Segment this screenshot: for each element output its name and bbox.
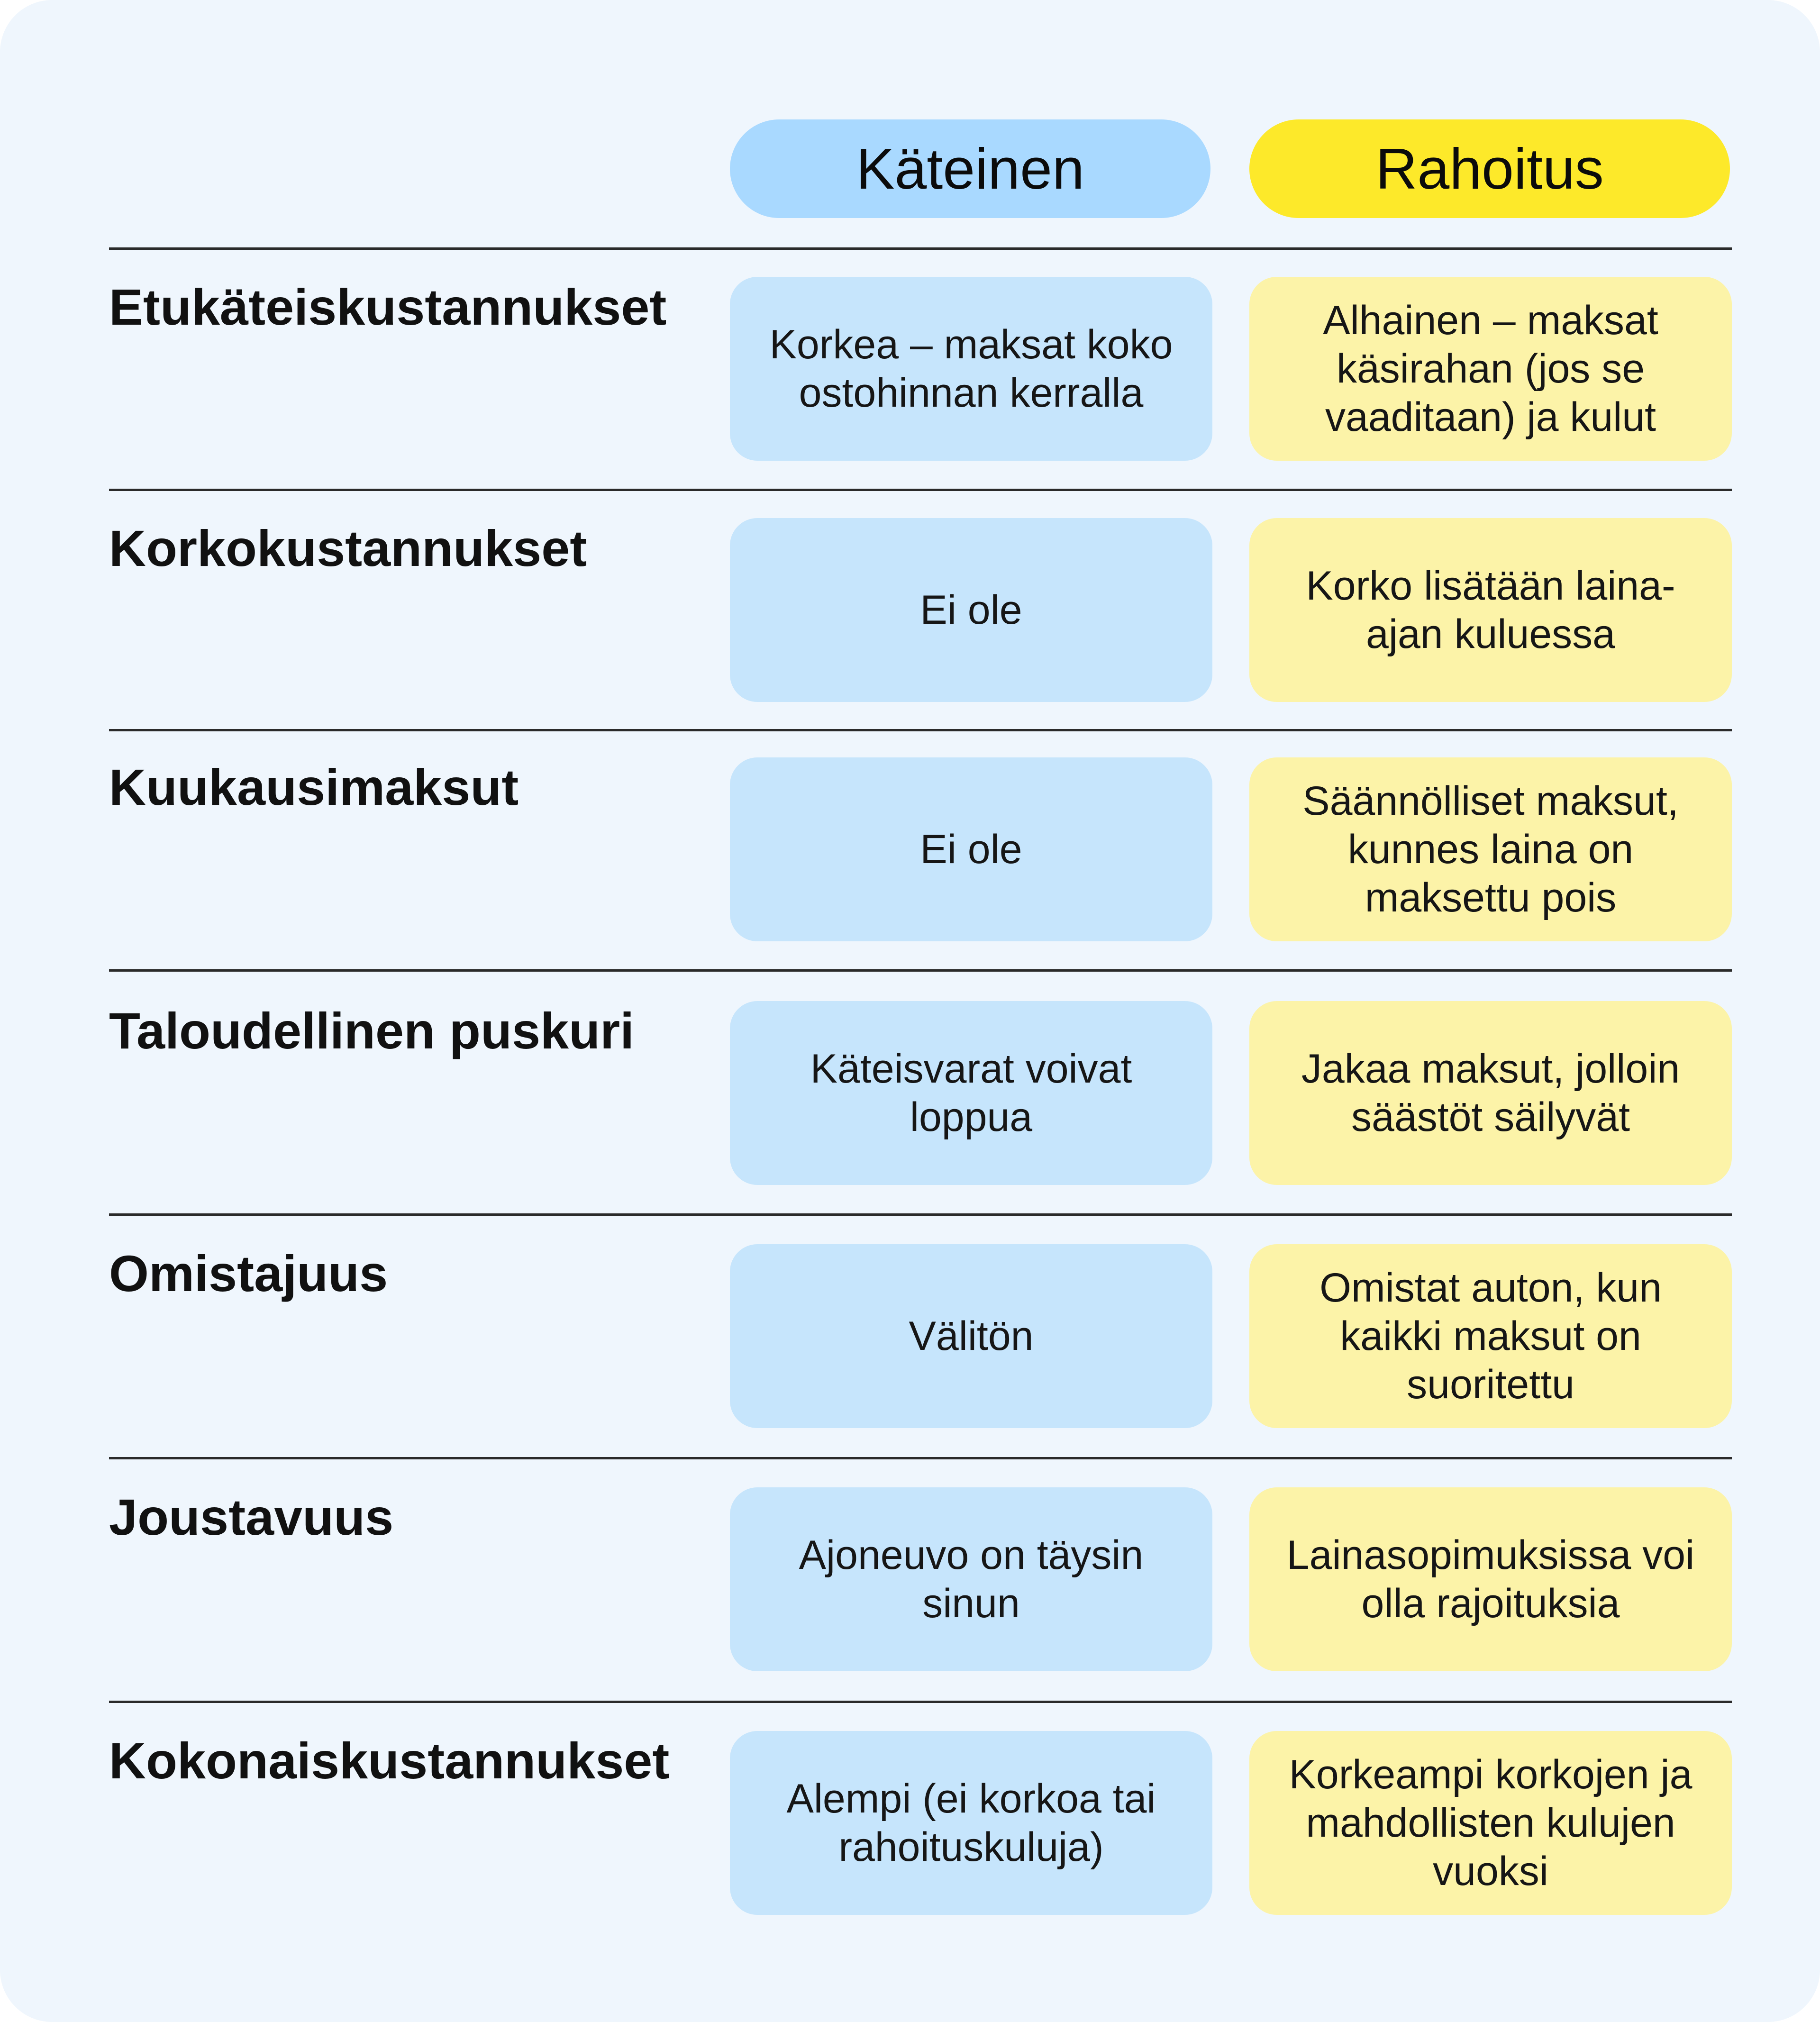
cash-cell: Korkea – maksat koko ostohinnan kerralla (730, 277, 1212, 461)
column-header-cash: Käteinen (730, 119, 1210, 218)
cash-cell: Välitön (730, 1244, 1212, 1428)
finance-cell: Alhainen – maksat käsirahan (jos se vaaditaan) ja kulut (1249, 277, 1732, 461)
cash-cell: Ei ole (730, 757, 1212, 941)
row-divider (109, 1701, 1732, 1703)
finance-cell: Omistat auton, kun kaikki maksut on suoritettu (1249, 1244, 1732, 1428)
row-divider (109, 1213, 1732, 1216)
column-header-finance: Rahoitus (1249, 119, 1730, 218)
row-divider (109, 729, 1732, 731)
row-label: Etukäteiskustannukset (109, 278, 667, 336)
row-divider (109, 247, 1732, 250)
row-label: Taloudellinen puskuri (109, 1002, 635, 1059)
row-divider (109, 969, 1732, 972)
cash-cell: Alempi (ei korkoa tai rahoituskuluja) (730, 1731, 1212, 1915)
cash-cell: Ei ole (730, 518, 1212, 702)
row-divider (109, 489, 1732, 491)
cash-cell: Ajoneuvo on täysin sinun (730, 1487, 1212, 1671)
finance-cell: Säännölliset maksut, kunnes laina on maksettu pois (1249, 757, 1732, 941)
row-divider (109, 1457, 1732, 1459)
row-label: Omistajuus (109, 1245, 388, 1302)
finance-cell: Jakaa maksut, jolloin säästöt säilyvät (1249, 1001, 1732, 1185)
row-label: Korkokustannukset (109, 519, 587, 577)
finance-cell: Korkeampi korkojen ja mahdollisten kulujen vuoksi (1249, 1731, 1732, 1915)
finance-cell: Lainasopimuksissa voi olla rajoituksia (1249, 1487, 1732, 1671)
row-label: Kuukausimaksut (109, 758, 519, 816)
finance-cell: Korko lisätään laina-ajan kuluessa (1249, 518, 1732, 702)
row-label: Kokonaiskustannukset (109, 1732, 670, 1789)
cash-cell: Käteisvarat voivat loppua (730, 1001, 1212, 1185)
row-label: Joustavuus (109, 1488, 394, 1546)
